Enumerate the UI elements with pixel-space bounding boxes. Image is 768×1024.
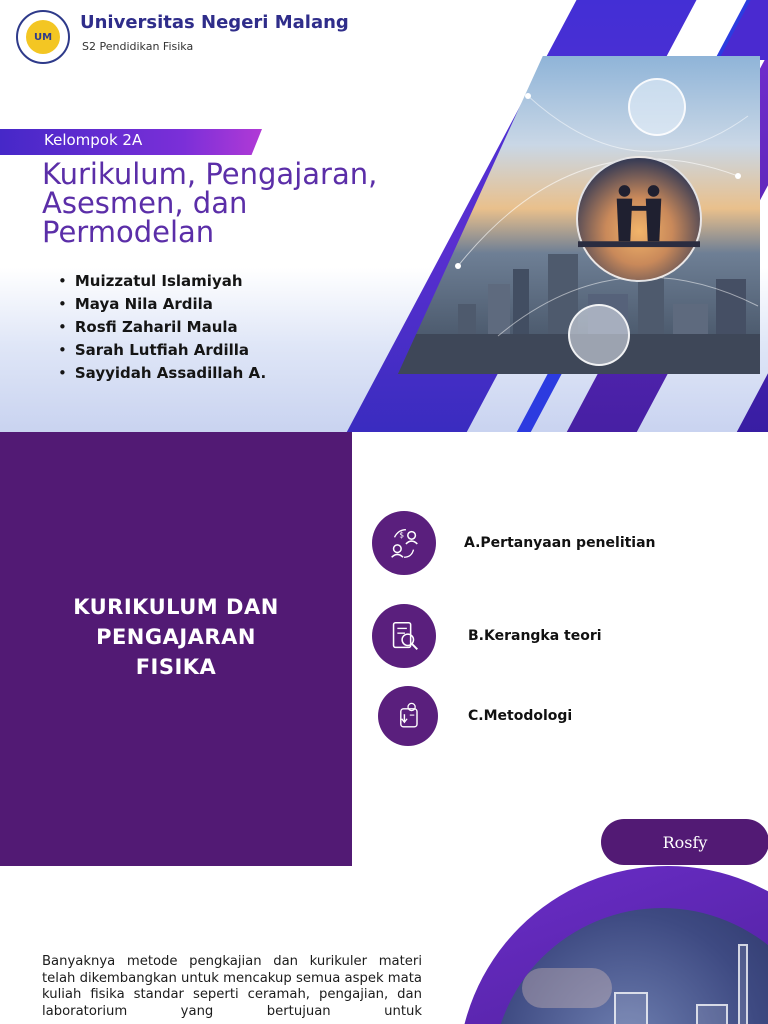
agenda-side-panel	[0, 432, 352, 866]
agenda-item-label: C.Metodologi	[468, 708, 573, 724]
cover-title-line: Kurikulum, Pengajaran,	[42, 157, 378, 191]
agenda-title-line: FISIKA	[135, 655, 217, 679]
logo-emblem-icon: UM	[26, 20, 60, 54]
university-name: Universitas Negeri Malang	[80, 12, 349, 33]
agenda-item-label: A.Pertanyaan penelitian	[464, 535, 656, 551]
agenda-item-label: B.Kerangka teori	[468, 628, 602, 644]
group-label: Kelompok 2A	[44, 131, 143, 149]
tech-icon-circle	[628, 78, 686, 136]
cover-slide	[0, 0, 768, 432]
handshake-circle	[576, 156, 702, 282]
member-item: • Muizzatul Islamiyah	[58, 270, 266, 293]
cover-title-line: Asesmen, dan	[42, 186, 248, 220]
svg-text:$: $	[399, 530, 405, 540]
handshake-icon	[578, 158, 700, 280]
member-item: • Sayyidah Assadillah A.	[58, 362, 266, 385]
content-paragraph: Banyaknya metode pengkajian dan kurikuler materi telah dikembangkan untuk mencakup semua aspek mata kuliah fisika standar seperti ceramah, pengajian, dan laboratorium yang bertujuan untuk	[42, 954, 422, 1019]
cover-title-line: Permodelan	[42, 215, 215, 249]
agenda-item[interactable]	[372, 511, 656, 575]
cover-photo	[398, 56, 760, 374]
content-slide	[0, 866, 768, 1024]
hand-shape	[522, 968, 612, 1008]
agenda-title-line: PENGAJARAN	[96, 625, 256, 649]
chart-bar-shape	[614, 992, 648, 1024]
rosfy-button[interactable]: Rosfy	[601, 819, 768, 865]
cover-title	[42, 157, 442, 249]
member-item: • Maya Nila Ardila	[58, 293, 266, 316]
member-item: • Rosfi Zaharil Maula	[58, 316, 266, 339]
agenda-item[interactable]	[372, 604, 602, 668]
agenda-title-line: KURIKULUM DAN	[73, 595, 279, 619]
university-logo	[16, 10, 70, 64]
member-item: • Sarah Lutfiah Ardilla	[58, 339, 266, 362]
people-exchange-icon	[372, 511, 436, 575]
member-list	[58, 270, 266, 385]
agenda-slide	[0, 432, 768, 866]
program-name: S2 Pendidikan Fisika	[82, 40, 194, 53]
hands-circle	[568, 304, 630, 366]
document-search-icon	[372, 604, 436, 668]
chart-bar-shape	[696, 1004, 728, 1024]
agenda-title	[0, 592, 352, 682]
agenda-item[interactable]	[378, 686, 572, 746]
chart-bar-shape	[738, 944, 748, 1024]
finance-device-icon	[378, 686, 438, 746]
